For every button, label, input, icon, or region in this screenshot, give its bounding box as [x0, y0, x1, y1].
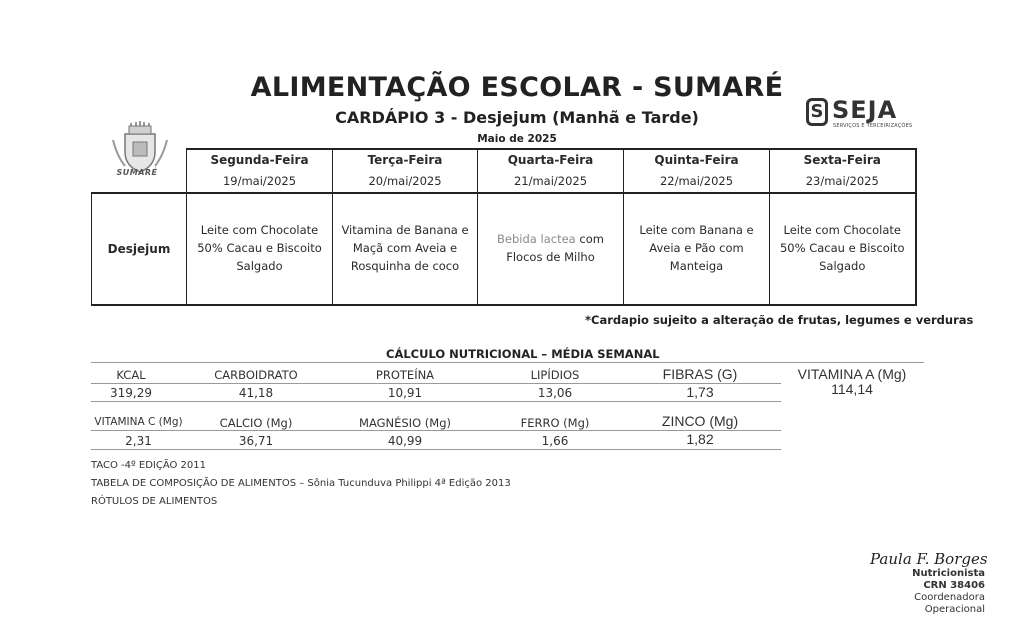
nutrition-value-fiber: 1,73: [686, 384, 714, 400]
date-friday: 23/mai/2025: [770, 170, 916, 193]
nutrition-label-zinc: ZINCO (Mg): [661, 413, 739, 429]
reference-taco: TACO -4º EDIÇÃO 2011: [91, 460, 207, 471]
reference-composition-table: TABELA DE COMPOSIÇÃO DE ALIMENTOS – Sônia Tucunduva Philippi 4ª Edição 2013: [91, 478, 511, 489]
date-monday: 19/mai/2025: [187, 170, 333, 193]
meal-wednesday-rest: com Flocos de Milho: [506, 232, 604, 264]
date-wednesday: 21/mai/2025: [478, 170, 624, 193]
meal-wednesday: [478, 193, 624, 305]
reference-food-labels: RÓTULOS DE ALIMENTOS: [91, 496, 218, 507]
seja-logo-icon: S: [806, 98, 828, 126]
day-header-friday: Sexta-Feira: [770, 149, 916, 170]
company-logo-tagline: SERVIÇOS E TERCEIRIZAÇÕES: [833, 123, 913, 129]
meal-tuesday: Vitamina de Banana e Maçã com Aveia e Rosquinha de coco: [333, 193, 478, 305]
nutrition-label-lipids: LIPÍDIOS: [530, 368, 580, 382]
signature-crn: CRN 38406: [923, 580, 985, 591]
nutrition-label-magnesium: MAGNÉSIO (Mg): [359, 416, 451, 430]
nutrition-value-protein: 10,91: [387, 386, 423, 400]
meal-wednesday-faded: Bebida lactea: [497, 232, 576, 247]
menu-table: [91, 148, 917, 306]
nutrition-value-magnesium: 40,99: [387, 434, 423, 448]
page-subtitle: CARDÁPIO 3 - Desjejum (Manhã e Tarde): [335, 108, 699, 127]
page-title: ALIMENTAÇÃO ESCOLAR - SUMARÉ: [250, 72, 784, 103]
meal-monday: Leite com Chocolate 50% Cacau e Biscoito Salgado: [187, 193, 333, 305]
nutrition-value-carbohydrate: 41,18: [238, 386, 274, 400]
nutrition-label-kcal: KCAL: [116, 368, 146, 382]
company-logo-name: SEJA: [832, 96, 898, 124]
day-header-tuesday: Terça-Feira: [333, 149, 478, 170]
date-tuesday: 20/mai/2025: [333, 170, 478, 193]
nutrition-label-vitamin-a: VITAMINA A (Mg): [797, 366, 907, 382]
nutrition-row1-bottom-divider: [91, 401, 781, 402]
signature-block: [860, 560, 985, 616]
signature-name: Paula F. Borges: [870, 550, 988, 568]
day-header-thursday: Quinta-Feira: [624, 149, 770, 170]
nutrition-label-protein: PROTEÍNA: [375, 368, 435, 382]
nutrition-value-calcium: 36,71: [238, 434, 274, 448]
nutrition-value-vitamin-a: 114,14: [831, 381, 873, 397]
nutrition-value-lipids: 13,06: [537, 386, 573, 400]
nutrition-value-vitamin-c: 2,31: [125, 434, 152, 448]
nutrition-value-zinc: 1,82: [686, 431, 714, 447]
meal-thursday: Leite com Banana e Aveia e Pão com Manteiga: [624, 193, 770, 305]
nutrition-label-fiber: FIBRAS (G): [662, 366, 738, 382]
meal-friday: Leite com Chocolate 50% Cacau e Biscoito Salgado: [770, 193, 916, 305]
signature-role: Nutricionista: [912, 568, 985, 579]
nutrition-row2-bottom-divider: [91, 449, 781, 450]
nutrition-value-iron: 1,66: [541, 434, 569, 448]
day-header-wednesday: Quarta-Feira: [478, 149, 624, 170]
nutrition-value-kcal: 319,29: [110, 386, 152, 400]
city-logo-label: SUMARÉ: [116, 168, 158, 177]
month-label: Maio de 2025: [477, 133, 557, 145]
nutrition-label-vitamin-c: VITAMINA C (Mg): [94, 416, 183, 428]
meal-label: Desjejum: [92, 193, 187, 305]
date-thursday: 22/mai/2025: [624, 170, 770, 193]
day-header-monday: Segunda-Feira: [187, 149, 333, 170]
signature-position: Coordenadora Operacional: [914, 592, 985, 615]
nutrition-label-carbohydrate: CARBOIDRATO: [214, 368, 298, 382]
nutrition-title: CÁLCULO NUTRICIONAL – MÉDIA SEMANAL: [386, 347, 660, 361]
menu-note: *Cardapio sujeito a alteração de frutas, legumes e verduras: [585, 313, 974, 327]
nutrition-label-iron: FERRO (Mg): [520, 416, 590, 430]
nutrition-top-divider: [91, 362, 924, 363]
nutrition-label-calcium: CALCIO (Mg): [219, 416, 293, 430]
